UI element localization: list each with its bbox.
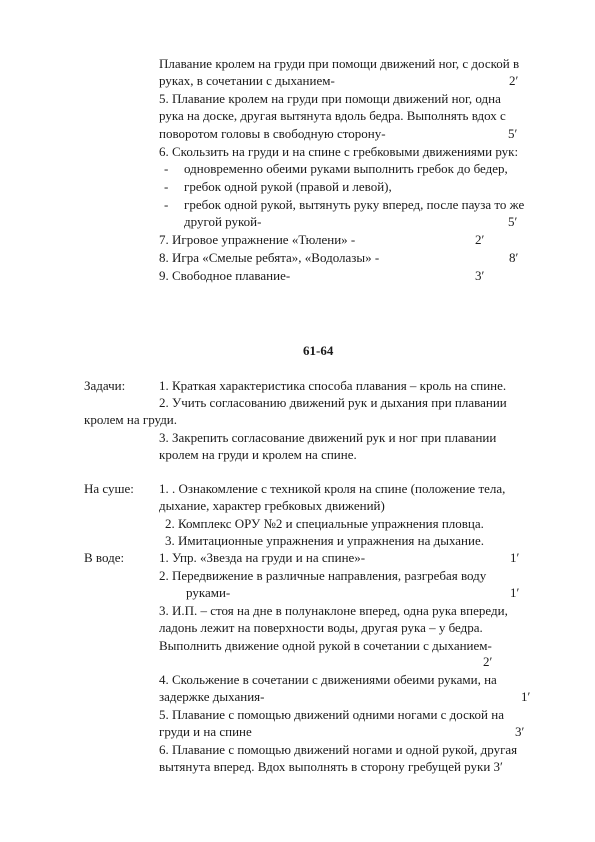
duration-mark: 2′ <box>509 73 519 88</box>
water-line: 5. Плавание с помощью движений одними ногами с доской на <box>159 707 504 722</box>
duration-mark: 1′ <box>521 689 531 704</box>
land-line: 2. Комплекс ОРУ №2 и специальные упражнения пловца. <box>165 516 484 531</box>
water-line: ладонь лежит на поверхности воды, другая рука – у бедра. <box>159 620 483 635</box>
water-line: 6. Плавание с помощью движений ногами и одной рукой, другая <box>159 742 518 757</box>
land-line: дыхание, характер гребковых движений) <box>159 498 385 513</box>
bullet-dash: - <box>164 161 169 176</box>
lesson-number-heading: 61-64 <box>303 343 334 358</box>
bullet-item: гребок одной рукой (правой и левой), <box>184 179 392 194</box>
text-line: руках, в сочетании с дыханием- <box>159 73 335 88</box>
task-line: кролем на груди. <box>84 412 178 427</box>
water-line: руками- <box>186 585 231 600</box>
text-line: 8. Игра «Смелые ребята», «Водолазы» - <box>159 250 380 265</box>
text-line: 6. Скользить на груди и на спине с гребковыми движениями рук: <box>159 144 519 159</box>
water-line: 3. И.П. – стоя на дне в полунаклоне вперед, одна рука впереди, <box>159 603 508 618</box>
bullet-dash: - <box>164 197 169 212</box>
duration-mark: 1′ <box>510 550 520 565</box>
duration-mark: 8′ <box>509 250 519 265</box>
text-line: Плавание кролем на груди при помощи движений ног, с доской в <box>159 56 520 71</box>
land-line: 3. Имитационные упражнения и упражнения на дыхание. <box>165 533 484 548</box>
duration-mark: 2′ <box>483 654 493 669</box>
duration-mark: 5′ <box>508 214 518 229</box>
water-line: 1. Упр. «Звезда на груди и на спине»- <box>159 550 366 565</box>
duration-mark: 3′ <box>475 268 485 283</box>
text-line: рука на доске, другая вытянута вдоль бедра. Выполнять вдох с <box>159 108 506 123</box>
tasks-label: Задачи: <box>84 378 126 393</box>
text-line: 5. Плавание кролем на груди при помощи движений ног, одна <box>159 91 501 106</box>
task-line: кролем на груди и кролем на спине. <box>159 447 357 462</box>
water-line: 4. Скольжение в сочетании с движениями обеими руками, на <box>159 672 497 687</box>
water-line: Выполнить движение одной рукой в сочетании с дыханием- <box>159 638 492 653</box>
duration-mark: 5′ <box>508 126 518 141</box>
bullet-item: гребок одной рукой, вытянуть руку вперед, после пауза то же <box>184 197 525 212</box>
water-label: В воде: <box>84 550 125 565</box>
land-line: 1. . Ознакомление с техникой кроля на спине (положение тела, <box>159 481 506 496</box>
land-label: На суше: <box>84 481 134 496</box>
task-line: 2. Учить согласованию движений рук и дыхания при плавании <box>159 395 507 410</box>
duration-mark: 3′ <box>515 724 525 739</box>
water-line: 2. Передвижение в различные направления, разгребая воду <box>159 568 487 583</box>
task-line: 3. Закрепить согласование движений рук и ног при плавании <box>159 430 497 445</box>
duration-mark: 2′ <box>475 232 485 247</box>
text-line: 9. Свободное плавание- <box>159 268 291 283</box>
water-line: груди и на спине <box>159 724 252 739</box>
text-line: поворотом головы в свободную сторону- <box>159 126 386 141</box>
bullet-dash: - <box>164 179 169 194</box>
bullet-item: другой рукой- <box>184 214 262 229</box>
water-line: вытянута вперед. Вдох выполнять в сторону гребущей руки 3′ <box>159 759 503 774</box>
duration-mark: 1′ <box>510 585 520 600</box>
water-line: задержке дыхания- <box>159 689 265 704</box>
bullet-item: одновременно обеими руками выполнить гребок до бедер, <box>184 161 508 176</box>
text-line: 7. Игровое упражнение «Тюлени» - <box>159 232 356 247</box>
task-line: 1. Краткая характеристика способа плавания – кроль на спине. <box>159 378 507 393</box>
